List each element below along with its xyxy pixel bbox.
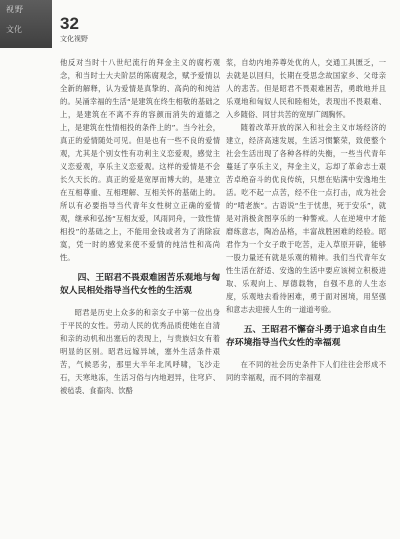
paragraph: 随着改革开放的深入和社会主义市场经济的建立，经济高速发展，生活习惯繁荣，致使整个社会生活出现了各种各样的失衡，一些当代青年蔓延了享乐主义，拜金主义，忘却了革命志士艰苦卓绝奋斗的优良传统，只想在贴满中安逸地生活。吃不起一点苦，经不住一点打击，成为社会的“啃老族”。古语说“生于忧患，死于安乐”，就是对消极贪图享乐的一种警戒。人在逆境中才能磨练意志，陶冶品格，丰富战胜困难的经验。昭君作为一个女子敢于吃苦，走入草原开辟，能够一股力量还有就是乐观的精神。我们当代青年女性生活在舒适、安逸的生活中要应该树立积极进取、乐观向上、厚德载物，自强不息的人生态度，乐观地去看待困难，勇于面对困境，用坚强和意志去迎接人生的一道道考验。 bbox=[226, 123, 386, 314]
page-number: 32 bbox=[60, 14, 79, 33]
right-column bbox=[226, 56, 386, 384]
paragraph: 在不同的社会历史条件下人们往往会形成不同的幸福观，而不同的幸福观 bbox=[226, 360, 386, 382]
section-title: 文化视野 bbox=[60, 35, 88, 43]
header-badge bbox=[0, 0, 52, 48]
paragraph: 昭君是历史上众多的和亲女子中第一位出身于平民的女性。劳动人民的优秀品质使她在自清和亲的动机和出塞后的表现上，与贵族妇女有着明显的区别。昭君远嫁异域，塞外生活条件艰苦，气候恶劣，那里大半年北风呼啸，飞沙走石，天寒地冻，生活习俗与内地迥异，住穹庐、被毡裘、食畜肉、饮酪 bbox=[60, 308, 220, 395]
section-heading: 五、王昭君不懈奋斗勇于追求自由生存环境指导当代女性的幸福观 bbox=[226, 325, 386, 348]
header-badge-top-text: 视野 bbox=[6, 5, 24, 14]
header-badge-bottom-text: 文化 bbox=[6, 25, 22, 34]
section-heading: 四、王昭君不畏艰难困苦乐观地与匈奴人民相处指导当代女性的生活观 bbox=[60, 273, 220, 296]
left-column bbox=[60, 56, 220, 397]
paragraph: 他反对当时十八世纪流行的拜金主义的腐朽观念，和当时士大夫阶层的陈腐观念，赋予爱情以全新的解释，认为爱情是真挚的、高尚的和纯洁的。吴涌幸福的生活“是建筑在终生相敬的基础之上，是建筑在不离不弃的容颜而消失的道德之上，是建筑在性情相投的条件上的”。当今社会，真正的爱情随处可见。但是也有一些不良的爱情观，尤其是个别女性有功利主义恋爱观，感觉主义恋爱观，享乐主义恋爱观。这样的爱情是不会长久天长的。真正的爱是宽厚而博大的，是建立在互相尊重、互相理解、互相关怀的基础上的。所以有必要指导当代青年女性树立正确的爱情观，继承和弘扬“互相友爱，风雨同舟，一致性情相投”的基础之上，不能用金钱或者为了消除寂寞，凭一时的感觉来使不爱情的纯洁性和高尚性。 bbox=[60, 58, 220, 262]
paragraph: 浆，自幼内地养尊处优的人，交通工具匮乏，一去就是以回归，长期在受思念故国家乡、父母亲人的悲苦。但是昭君不畏艰难困苦，勇敢地并且乐观地和匈奴人民和睦相处，表现出不畏艰难、入乡随俗、同甘共苦的宽厚广阔胸怀。 bbox=[226, 58, 386, 119]
